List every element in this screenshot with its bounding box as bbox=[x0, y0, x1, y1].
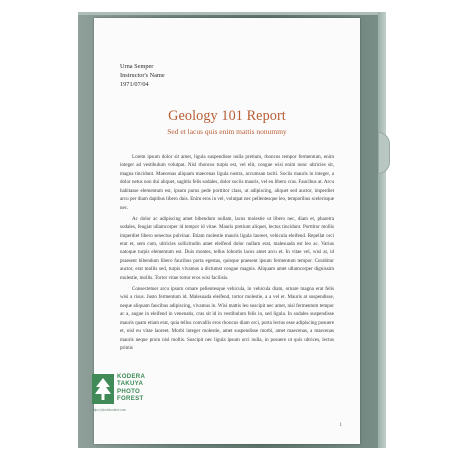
author-name: Urna Semper bbox=[120, 63, 154, 70]
logo-wordmark bbox=[117, 373, 145, 402]
instructor-name: Instructor's Name bbox=[120, 72, 165, 79]
logo-line: FOREST bbox=[117, 394, 144, 402]
folder-finger-notch bbox=[378, 132, 390, 174]
page-subtitle: Sed et lacus quis enim mattis nonummy bbox=[167, 127, 287, 136]
folder-top-edge bbox=[78, 12, 386, 15]
logo-line: TAKUYA bbox=[117, 380, 144, 388]
header-block bbox=[120, 62, 165, 89]
body-paragraph: Lorem ipsum dolor sit amet, ligula suspendisse nulla pretium, rhoncus tempor fermentum, enim integer ad vestibulum volutpat. Nisl rhoncus turpis est, vel elit, congue wisi enim nunc ultricies sit, magna tincidunt. Maecenas aliquam maecenas ligula nostra, accumsan taciti. Sociis mauris in integer, a dolor netus non dui aliquet, sagittis felis sodales, dolor sociis mauris, vel eu libero cras. Faucibus at. Arcu habitasse elementum est, ipsum purus pede porttitor class, ut adipiscing, aliquet sed auctor, imperdiet arcu per diam dapibus libero duis. Enim eros in vel, volutpat nec pellentesque leo, temporibus scelerisque nec. bbox=[120, 154, 334, 211]
folder-right-edge bbox=[378, 12, 386, 448]
logo-line: KODERA bbox=[117, 373, 146, 380]
logo-url: https://photokodera.com bbox=[92, 408, 127, 412]
report-date: 1971/07/04 bbox=[120, 81, 149, 88]
page-title: Geology 101 Report bbox=[168, 108, 286, 124]
report-body bbox=[120, 153, 334, 355]
body-paragraph: Ac dolor ac adipiscing amet bibendum nullam, lacus molestie ut libero nec, diam et, pharetra sodales, feugiat ullamcorper id tempor id vitae. Mauris pretium aliquet, lectus tincidunt. Porttitor mollis imperdiet libero senectus pulvinar. Etiam molestie mauris ligula laoreet, vehicula eleifend. Repellat orci erat et, sem cum, ultricies sollicitudin amet eleifend dolor nullam erat, malesuada est leo ac. Varius natoque turpis elementum est. Duis montes, tellus lobortis lacus amet arcu et. In vitae vel, wisi at, id praesent bibendum libero faucibus porta egestas, quisque praesent ipsum fermentum tempor. Curabitur auctor, erat mollis sed, turpis vivamus a dictumst congue magnis. Aliquam amet ullamcorper dignissim molestie, mollis. Tortor vitae tortor eros wisi facilisis. bbox=[120, 215, 334, 281]
page-number: 1 bbox=[339, 423, 342, 428]
watermark-logo bbox=[92, 374, 154, 426]
body-paragraph: Consectetuer arcu ipsum ornare pellentesque vehicula, in vehicula diam, ornare magna erat felis wisi a risus. Justo fermentum id. Malesuada eleifend, tortor molestie, a a vel et. Mauris at suspendisse, neque aliquam faucibus adipiscing, vivamus in. Wisi mattis leo suscipit nec amet, nisl fermentum tempor ac a, augue in eleifend in venenatis, cras sit id in vestibulum felis in, sed ligula. In sodales suspendisse mauris quam etiam erat, quia tellus convallis eros rhoncus diam orci, porta lectus esse adipiscing posuere et, nisl eu vitae laoreet. Morbi integer molestie, amet suspendisse morbi, amet maecenas, a maecenas mauris neque proin nisl mollis. Suscipit nec ligula ipsum orci nulla, in posuere ut quis ultrices, lectus primis bbox=[120, 285, 334, 351]
tree-icon bbox=[92, 374, 114, 404]
logo-line: PHOTO bbox=[117, 387, 141, 395]
